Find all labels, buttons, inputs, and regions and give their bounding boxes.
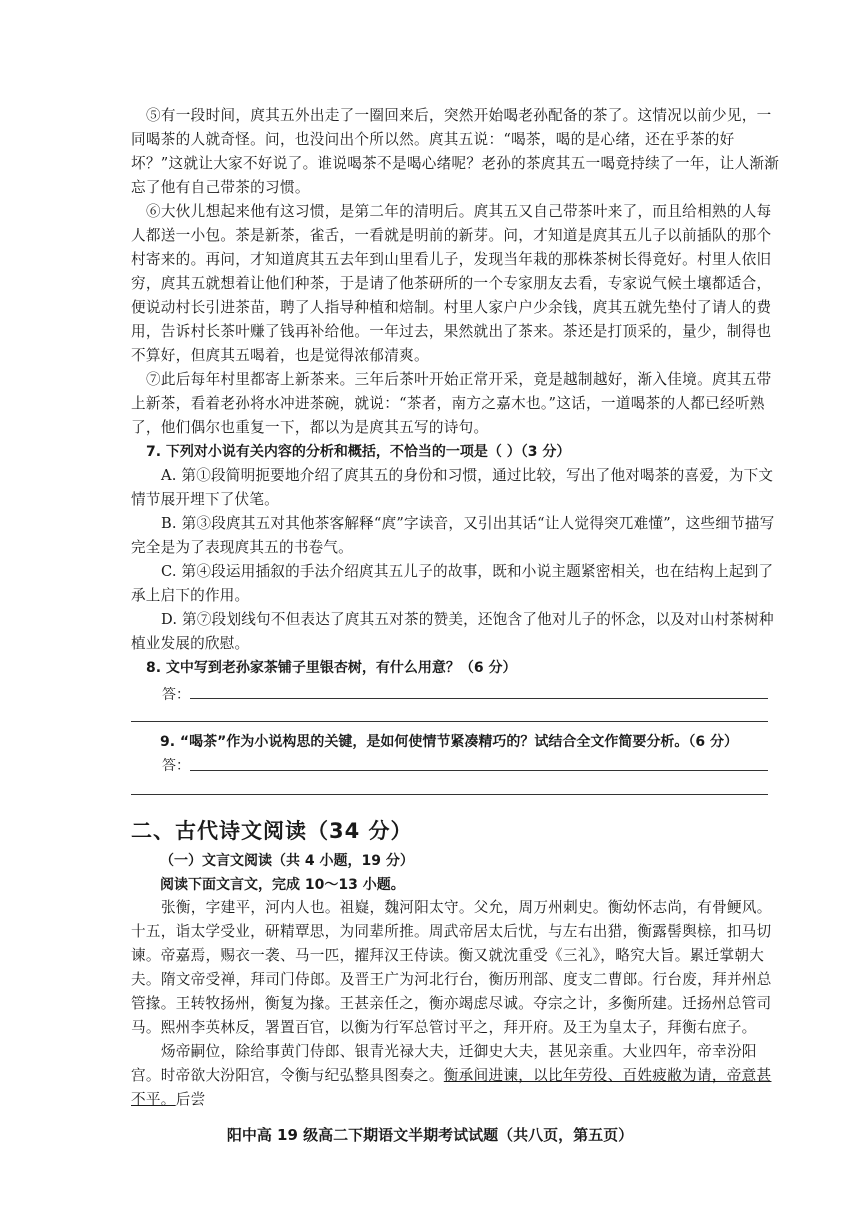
question-7-option-c: C. 第④段运用插叙的手法介绍庹其五儿子的故事，既和小说主题紧密相关，也在结构上起到了承上启下的作用。 bbox=[131, 563, 774, 604]
question-7-option-d: D. 第⑦段划线句不但表达了庹其五对茶的赞美，还饱含了他对儿子的怀念，以及对山村茶树种植业发展的欣慰。 bbox=[131, 611, 774, 652]
question-8-stem: 8. 文中写到老孙家茶铺子里银杏树，有什么用意？（6 分） bbox=[146, 660, 517, 676]
classical-paragraph-3 bbox=[131, 1040, 780, 1112]
question-8-answer-line-1[interactable] bbox=[190, 698, 768, 699]
section-2-title: 二、古代诗文阅读（34 分） bbox=[131, 819, 413, 843]
question-9-answer-line-2[interactable] bbox=[131, 794, 768, 795]
classical-paragraph-3-text: 炀帝嗣位，除给事黄门侍郎、银青光禄大夫，迁御史大夫，甚见亲重。大业四年，帝幸汾阳宫。时帝欲大汾阳宫，令衡与纪弘整具图奏之。 bbox=[131, 1043, 757, 1084]
classical-paragraph-3-tail: 后尝 bbox=[175, 1091, 206, 1108]
classical-reading-instruction: 阅读下面文言文，完成 10～13 小题。 bbox=[160, 877, 405, 893]
question-7-stem: 7. 下列对小说有关内容的分析和概括，不恰当的一项是（ ）（3 分） bbox=[146, 444, 571, 460]
question-9-stem: 9. “喝茶”作为小说构思的关键，是如何使情节紧凑精巧的？试结合全文作简要分析。（6 分） bbox=[160, 734, 738, 750]
passage-paragraph-7: ⑦此后每年村里都寄上新茶来。三年后茶叶开始正常开采，竟是越制越好，渐入佳境。庹其五带上新茶，看着老孙将水冲进茶碗，就说：“茶者，南方之嘉木也。”这话，一道喝茶的人都已经听熟了，他们偶尔也重复一下，都以为是庹其五写的诗句。 bbox=[131, 371, 772, 436]
classical-paragraph-1: 张衡，字建平，河内人也。祖嶷，魏河阳太守。父允，周万州刺史。衡幼怀志尚，有骨鲠风。十五，诣太学受业，研精覃思，为同辈所推。周武帝居太后忧，与左右出猎，衡露髻舆榇，扣马切谏。帝嘉焉，赐衣一袭、马一匹，擢拜汉王侍读。衡又就沈重受《三礼》，略究大旨。累迁掌朝大夫。 bbox=[131, 899, 772, 988]
question-8-answer-line-2[interactable] bbox=[131, 721, 768, 722]
question-9-answer-label: 答： bbox=[162, 758, 190, 774]
passage-paragraph-5: ⑤有一段时间，庹其五外出走了一圈回来后，突然开始喝老孙配备的茶了。这情况以前少见，一同喝茶的人就奇怪。问，也没问出个所以然。庹其五说：“喝茶，喝的是心绪，还在乎茶的好坏？”这就让大家不好说了。谁说喝茶不是喝心绪呢？老孙的茶庹其五一喝竟持续了一年，让人渐渐忘了他有自己带茶的习惯。 bbox=[131, 107, 780, 196]
question-7-option-a: A. 第①段简明扼要地介绍了庹其五的身份和习惯，通过比较，写出了他对喝茶的喜爱，为下文情节展开埋下了伏笔。 bbox=[131, 467, 774, 508]
classical-paragraph-2: 隋文帝受禅，拜司门侍郎。及晋王广为河北行台，衡历刑部、度支二曹郎。行台废，拜并州总管掾。王转牧扬州，衡复为掾。王甚亲任之，衡亦竭虑尽诚。夺宗之计，多衡所建。迁扬州总管司马。熙州李英林反，署置百官，以衡为行军总管讨平之，拜开府。及王为皇太子，拜衡右庶子。 bbox=[131, 971, 772, 1036]
underlined-sentence: 衡承间进谏，以比年劳役、百姓疲敝为请，帝意甚不平。 bbox=[131, 1067, 772, 1108]
question-7-option-b: B. 第③段庹其五对其他茶客解释“庹”字读音，又引出其话“让人觉得突兀难懂”，这些细节描写完全是为了表现庹其五的书卷气。 bbox=[131, 515, 775, 556]
page-footer: 阳中高 19 级高二下期语文半期考试试题（共八页，第五页） bbox=[226, 1126, 634, 1144]
passage-paragraph-6: ⑥大伙儿想起来他有这习惯，是第二年的清明后。庹其五又自己带茶叶来了，而且给相熟的人每人都送一小包。茶是新茶，雀舌，一看就是明前的新芽。问，才知道是庹其五儿子以前插队的那个村寄来的。再问，才知道庹其五去年到山里看儿子，发现当年栽的那株茶树长得竟好。村里人依旧穷，庹其五就想着让他们种茶，于是请了他茶研所的一个专家朋友去看，专家说气候土壤都适合，便说动村长引进茶苗，聘了人指导种植和焙制。村里人家户户少余钱，庹其五就先垫付了请人的费用，告诉村长茶叶赚了钱再补给他。一年过去，果然就出了茶来。茶还是打顶采的，量少，制得也不算好，但庹其五喝着，也是觉得浓郁清爽。 bbox=[131, 203, 772, 364]
section-2-subtitle: （一）文言文阅读（共 4 小题，19 分） bbox=[160, 853, 414, 869]
question-9-answer-line-1[interactable] bbox=[190, 770, 768, 771]
question-8-answer-label: 答： bbox=[162, 687, 190, 703]
